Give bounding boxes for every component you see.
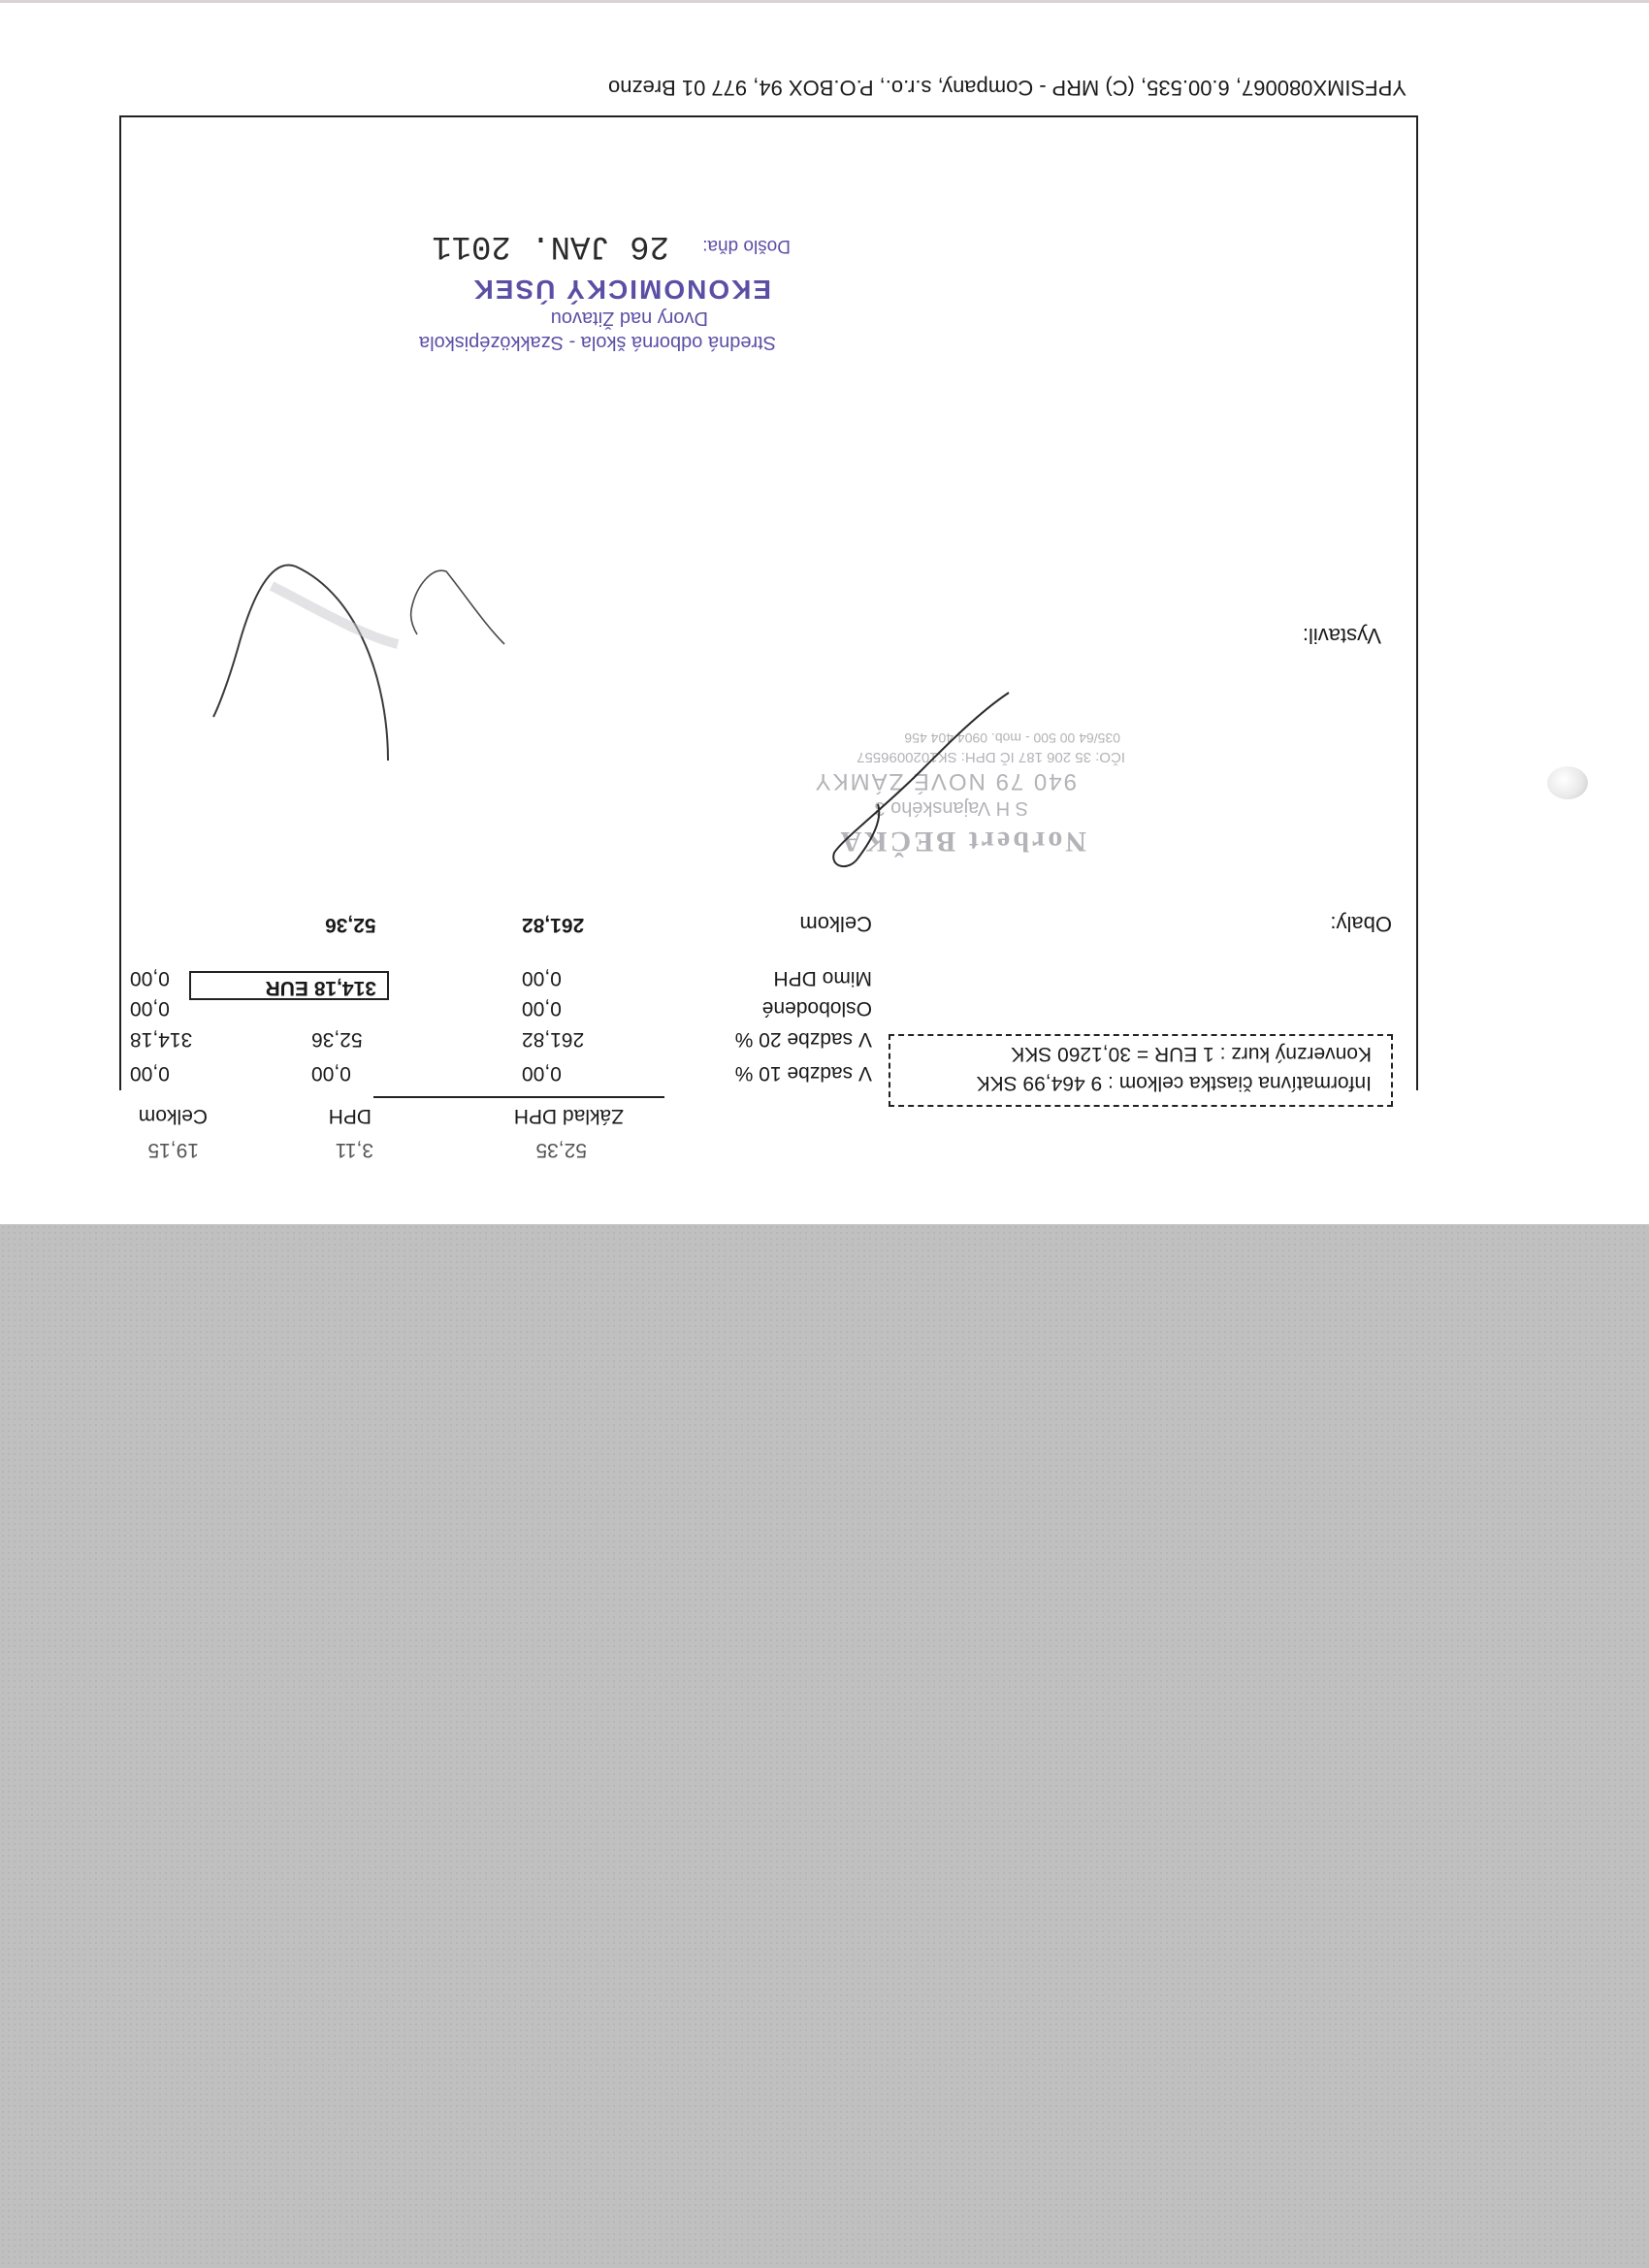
informative-amount: Informatívna čiastka celkom : 9 464,99 SKK [976, 1072, 1372, 1094]
row-20-total: 314,18 [130, 1028, 193, 1051]
company-stamp-name: Norbert BEČKA [837, 826, 1086, 858]
receipt-stamp-department: EKONOMICKÝ ÚSEK [471, 275, 771, 305]
row-10-base: 0,00 [522, 1062, 562, 1085]
obaly-label: Obaly: [1330, 912, 1392, 936]
row-exempt-base: 0,00 [522, 997, 562, 1020]
grand-total: 314,18 EUR [265, 977, 376, 999]
receipt-stamp-date: 26 JAN. 2011 [432, 227, 669, 264]
company-stamp-line3: IČO: 35 206 187 IČ DPH: SK1020096557 [857, 749, 1125, 765]
paper-fold-mark [1547, 766, 1588, 799]
receipt-stamp-school: Stredná odborná škola - Szakközépiskola [419, 332, 776, 353]
row-outside-vat-base: 0,00 [522, 967, 562, 989]
company-stamp-line4: 035/64 00 500 - mob. 0904 404 456 [904, 730, 1120, 746]
row-10-vat: 0,00 [311, 1062, 351, 1085]
total-base: 261,82 [522, 914, 585, 936]
company-stamp-line1: S H Vajanského 3 [874, 797, 1028, 819]
partial-row-total: 19,15 [147, 1139, 199, 1161]
header-base: Základ DPH [513, 1105, 624, 1127]
row-10-total: 0,00 [130, 1062, 170, 1085]
row-20-vat: 52,36 [311, 1028, 363, 1051]
partial-row-base: 52,35 [535, 1139, 587, 1161]
row-exempt-total: 0,00 [130, 997, 170, 1020]
row-label-10: V sadzbe 10 % [734, 1062, 872, 1085]
header-total: Celkom [138, 1105, 208, 1127]
total-vat: 52,36 [325, 914, 376, 936]
software-footer-line: YPFSIMX080067, 6.00.535, (C) MRP - Company, s.r.o., P.O.BOX 94, 977 01 Brezno [608, 76, 1406, 100]
row-outside-vat-total: 0,00 [130, 967, 170, 989]
receipt-stamp-town: Dvory nad Žitavou [550, 308, 708, 329]
row-label-outside-vat: Mimo DPH [773, 967, 872, 989]
row-label-20: V sadzbe 20 % [734, 1028, 872, 1051]
receipt-stamp-received-label: Došlo dňa: [702, 236, 791, 256]
partial-row-vat: 3,11 [335, 1139, 373, 1161]
conversion-rate: Konverzný kurz : 1 EUR = 30,1260 SKK [1011, 1043, 1372, 1065]
row-20-base: 261,82 [522, 1028, 585, 1051]
row-label-exempt: Oslobodené [761, 997, 872, 1020]
company-stamp-line2: 940 79 NOVÉ ZÁMKY [813, 768, 1077, 794]
vystavil-label: Vystavil: [1302, 624, 1381, 648]
total-label: Celkom [799, 912, 872, 936]
header-vat: DPH [328, 1105, 372, 1127]
scanner-background-area [0, 1224, 1649, 2268]
